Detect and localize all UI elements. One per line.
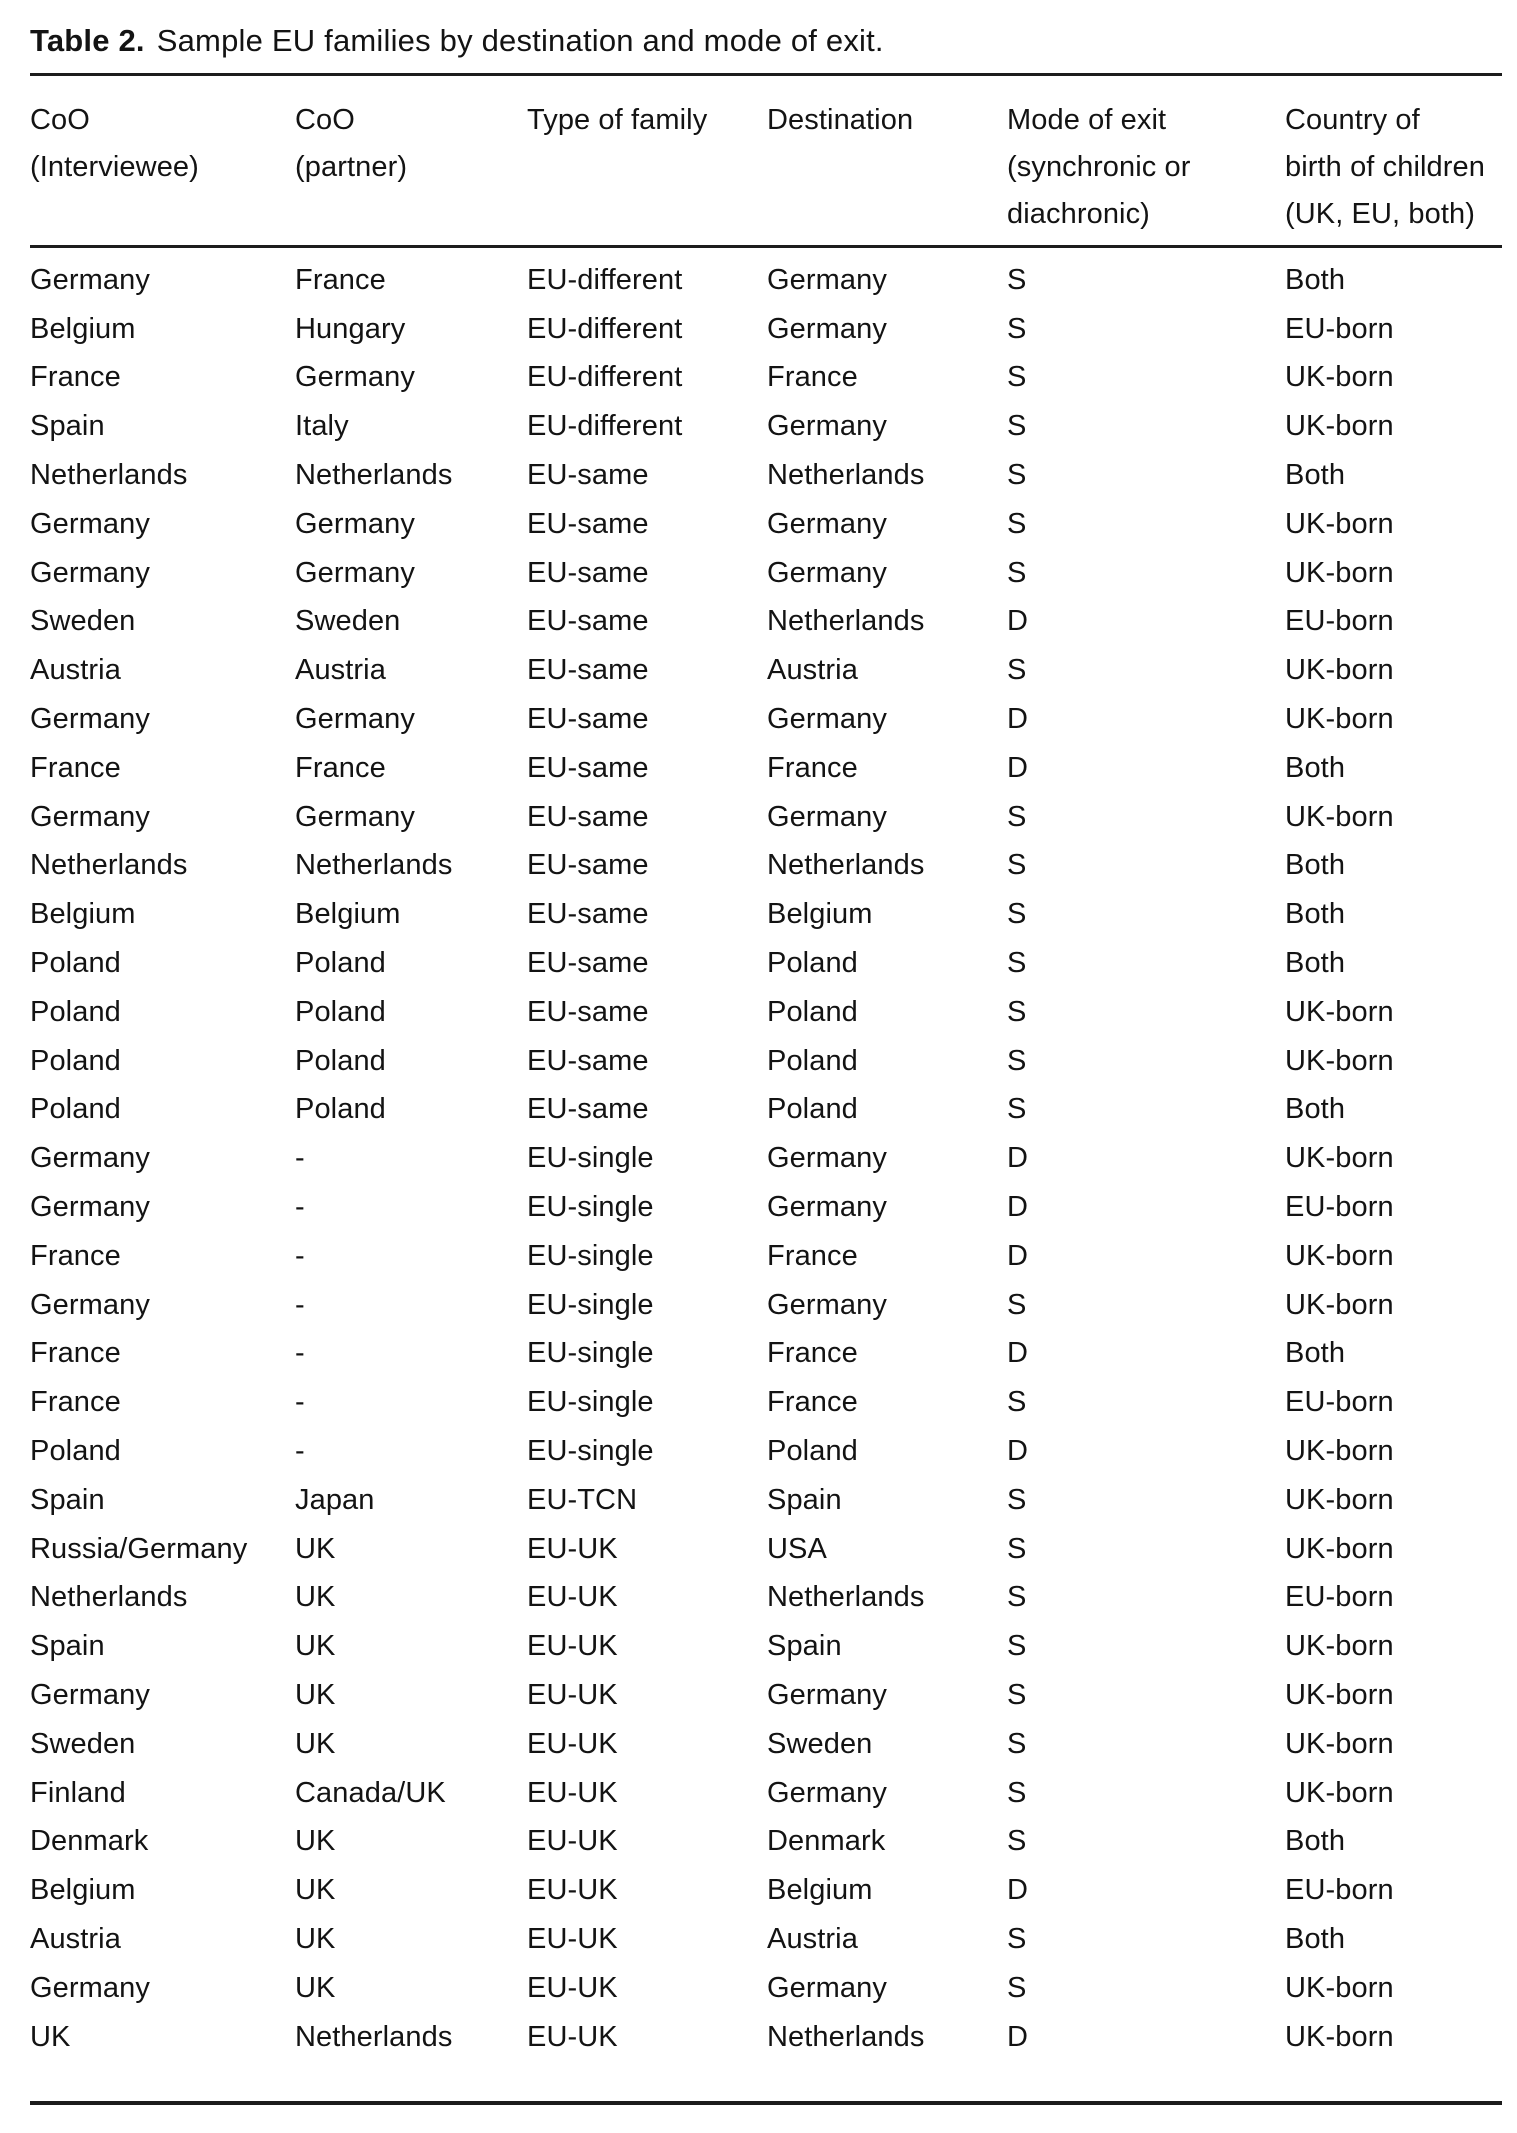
table-cell: Poland	[295, 1093, 386, 1126]
table-cell: Germany	[767, 800, 887, 833]
table-cell: Poland	[295, 1044, 386, 1077]
table-cell: EU-single	[527, 1337, 654, 1370]
table-row	[30, 695, 1502, 744]
table-cell: Germany	[30, 556, 150, 589]
table-cell: UK	[295, 1532, 336, 1565]
table-cell: Belgium	[767, 1874, 873, 1907]
table-cell: Italy	[295, 410, 349, 443]
table-cell: Spain	[767, 1630, 842, 1663]
table-row	[30, 2013, 1502, 2062]
table-row	[30, 1525, 1502, 1574]
table-cell: S	[1007, 556, 1027, 589]
table-cell: Netherlands	[767, 1581, 925, 1614]
table-cell: EU-UK	[527, 1532, 618, 1565]
table-row	[30, 549, 1502, 598]
table-cell: Poland	[767, 1435, 858, 1468]
table-cell: S	[1007, 1630, 1027, 1663]
table-cell: Austria	[30, 1922, 121, 1955]
table-cell: UK-born	[1285, 654, 1394, 687]
table-title	[30, 22, 1502, 60]
table-cell: Netherlands	[30, 849, 188, 882]
table-row	[30, 1964, 1502, 2013]
column-header-destination: Destination	[767, 104, 914, 136]
table-cell: Belgium	[30, 898, 136, 931]
table-cell: UK-born	[1285, 1679, 1394, 1711]
table-cell: UK-born	[1285, 1044, 1394, 1077]
table-row	[30, 305, 1502, 354]
table-cell: Sweden	[30, 605, 136, 638]
table-cell: EU-UK	[527, 1581, 618, 1614]
table-cell: Germany	[767, 1288, 887, 1321]
table-cell: EU-same	[527, 605, 649, 638]
table-cell: France	[30, 361, 121, 394]
table-cell: EU-same	[527, 800, 649, 833]
table-row	[30, 1232, 1502, 1281]
table-row	[30, 500, 1502, 549]
table-cell: Germany	[30, 507, 150, 540]
table-cell: France	[295, 751, 386, 784]
table-row	[30, 1378, 1502, 1427]
table-cell: UK-born	[1285, 361, 1394, 394]
column-header-country-of-birth: Country of birth of children (UK, EU, both)	[1285, 104, 1485, 230]
table-cell: EU-born	[1285, 1386, 1394, 1419]
table-cell: Netherlands	[295, 849, 453, 882]
table-cell: S	[1007, 361, 1027, 394]
table-cell: S	[1007, 1776, 1027, 1809]
table-cell: S	[1007, 800, 1027, 833]
table-row	[30, 1818, 1502, 1867]
table-cell: -	[295, 1435, 305, 1468]
table-cell: Austria	[767, 654, 858, 687]
table-cell: Germany	[295, 800, 415, 833]
table-cell: D	[1007, 1435, 1029, 1468]
table-row	[30, 1671, 1502, 1720]
table-cell: EU-single	[527, 1288, 654, 1321]
table-row	[30, 1720, 1502, 1769]
table-row	[30, 1622, 1502, 1671]
table-cell: EU-born	[1285, 1874, 1394, 1907]
table-cell: France	[295, 263, 386, 296]
table-cell: Netherlands	[295, 2020, 453, 2053]
table-cell: EU-single	[527, 1386, 654, 1419]
table-cell: EU-same	[527, 849, 649, 882]
table-cell: D	[1007, 703, 1029, 736]
table-row	[30, 1427, 1502, 1476]
table-cell: EU-same	[527, 654, 649, 687]
table-cell: EU-same	[527, 507, 649, 540]
table-cell: France	[30, 1337, 121, 1370]
column-header-type-of-family: Type of family	[527, 104, 708, 136]
table-cell: UK-born	[1285, 556, 1394, 589]
table-cell: Spain	[30, 1630, 105, 1663]
table-cell: S	[1007, 263, 1027, 296]
table-cell: EU-born	[1285, 312, 1394, 345]
table-cell: France	[30, 1239, 121, 1272]
table-cell: Germany	[767, 1191, 887, 1224]
table-cell: D	[1007, 1142, 1029, 1175]
table-row	[30, 1037, 1502, 1086]
table-row	[30, 890, 1502, 939]
table-cell: Netherlands	[767, 849, 925, 882]
table-cell: Belgium	[30, 312, 136, 345]
table-cell: Both	[1285, 849, 1346, 882]
column-header-mode-of-exit: Mode of exit (synchronic or diachronic)	[1007, 104, 1191, 230]
table-cell: EU-born	[1285, 605, 1394, 638]
table-row	[30, 1574, 1502, 1623]
table-cell: EU-different	[527, 312, 683, 345]
table-row	[30, 1281, 1502, 1330]
table-cell: Germany	[767, 410, 887, 443]
table-cell: France	[767, 1386, 858, 1419]
table-cell: -	[295, 1288, 305, 1321]
table-cell: Poland	[767, 1093, 858, 1126]
table-row	[30, 1086, 1502, 1135]
table-cell: Germany	[767, 263, 887, 296]
table-cell: Germany	[30, 1191, 150, 1224]
table-cell: S	[1007, 849, 1027, 882]
table-cell: EU-UK	[527, 1922, 618, 1955]
table-cell: EU-UK	[527, 1825, 618, 1858]
table-cell: EU-single	[527, 1142, 654, 1175]
table-number-label: Table 2.	[30, 23, 145, 58]
table-cell: Germany	[295, 556, 415, 589]
table-cell: Germany	[767, 1776, 887, 1809]
table-cell: Spain	[30, 1483, 105, 1516]
table-cell: Denmark	[767, 1825, 886, 1858]
table-cell: Netherlands	[30, 1581, 188, 1614]
table-cell: France	[767, 751, 858, 784]
table-cell: -	[295, 1191, 305, 1224]
table-cell: -	[295, 1386, 305, 1419]
table-cell: EU-UK	[527, 1971, 618, 2004]
table-cell: Spain	[767, 1483, 842, 1516]
table-cell: EU-same	[527, 556, 649, 589]
table-cell: D	[1007, 1191, 1029, 1224]
table-cell: EU-different	[527, 361, 683, 394]
table-row	[30, 354, 1502, 403]
table-cell: UK-born	[1285, 1483, 1394, 1516]
table-cell: EU-UK	[527, 1874, 618, 1907]
table-cell: EU-UK	[527, 1630, 618, 1663]
table-cell: S	[1007, 312, 1027, 345]
table-cell: Canada/UK	[295, 1776, 446, 1809]
column-header-coo-partner: CoO (partner)	[295, 104, 408, 183]
table-cell: Denmark	[30, 1825, 149, 1858]
table-cell: EU-TCN	[527, 1483, 638, 1516]
table-cell: UK	[295, 1727, 336, 1760]
table-row	[30, 1330, 1502, 1379]
table-cell: Germany	[767, 703, 887, 736]
table-cell: EU-different	[527, 410, 683, 443]
table-cell: Netherlands	[30, 459, 188, 492]
table-cell: -	[295, 1337, 305, 1370]
table-row	[30, 1769, 1502, 1818]
table-cell: Poland	[767, 947, 858, 980]
table-cell: S	[1007, 1044, 1027, 1077]
table-cell: EU-same	[527, 751, 649, 784]
table-cell: D	[1007, 751, 1029, 784]
table-cell: Poland	[30, 1044, 121, 1077]
table-cell: Poland	[30, 1093, 121, 1126]
table-cell: S	[1007, 459, 1027, 492]
table-row	[30, 1476, 1502, 1525]
table-cell: D	[1007, 605, 1029, 638]
table-cell: Germany	[767, 1142, 887, 1175]
table-cell: Belgium	[295, 898, 401, 931]
table-caption: Sample EU families by destination and mode of exit.	[156, 23, 884, 58]
table-cell: UK-born	[1285, 703, 1394, 736]
table-cell: S	[1007, 1093, 1027, 1126]
table-cell: S	[1007, 1679, 1027, 1711]
table-cell: UK	[295, 1874, 336, 1907]
table-cell: Netherlands	[295, 459, 453, 492]
table-cell: UK	[30, 2020, 71, 2053]
table-row	[30, 744, 1502, 793]
table-cell: France	[30, 1386, 121, 1419]
table-cell: Germany	[767, 556, 887, 589]
table-cell: Japan	[295, 1483, 375, 1516]
table-row	[30, 1866, 1502, 1915]
table-cell: Both	[1285, 1337, 1346, 1370]
table-row	[30, 451, 1502, 500]
table-cell: Germany	[30, 1288, 150, 1321]
table-cell: D	[1007, 1239, 1029, 1272]
table-row	[30, 646, 1502, 695]
table-cell: Netherlands	[767, 459, 925, 492]
table-cell: UK-born	[1285, 1630, 1394, 1663]
table-cell: UK-born	[1285, 410, 1394, 443]
table-cell: Both	[1285, 1922, 1346, 1955]
table-cell: S	[1007, 1288, 1027, 1321]
table-cell: EU-UK	[527, 1776, 618, 1809]
table-cell: EU-same	[527, 947, 649, 980]
table-cell: UK-born	[1285, 1532, 1394, 1565]
table-cell: UK-born	[1285, 1971, 1394, 2004]
table-cell: S	[1007, 1825, 1027, 1858]
table-cell: Poland	[295, 995, 386, 1028]
table-row	[30, 1183, 1502, 1232]
table-cell: UK-born	[1285, 1239, 1394, 1272]
table-cell: Germany	[767, 1971, 887, 2004]
table-cell: -	[295, 1142, 305, 1175]
table-cell: Poland	[767, 995, 858, 1028]
table-cell: S	[1007, 1532, 1027, 1565]
table-cell: S	[1007, 947, 1027, 980]
table-cell: USA	[767, 1532, 827, 1565]
table-cell: Austria	[30, 654, 121, 687]
table-cell: Germany	[767, 312, 887, 345]
table-cell: Belgium	[767, 898, 873, 931]
table-cell: S	[1007, 1483, 1027, 1516]
table-row	[30, 1915, 1502, 1964]
table-cell: Both	[1285, 263, 1346, 296]
table-cell: UK	[295, 1630, 336, 1663]
table-cell: S	[1007, 1971, 1027, 2004]
table-cell: EU-same	[527, 703, 649, 736]
table-cell: Germany	[295, 507, 415, 540]
table-cell: Germany	[767, 507, 887, 540]
table-cell: EU-single	[527, 1239, 654, 1272]
table-cell: France	[767, 1337, 858, 1370]
table-cell: Germany	[30, 703, 150, 736]
table-cell: Germany	[295, 703, 415, 736]
table-cell: S	[1007, 410, 1027, 443]
table-cell: S	[1007, 1581, 1027, 1614]
table-cell: Germany	[30, 1679, 150, 1711]
table-cell: S	[1007, 898, 1027, 931]
table-cell: UK	[295, 1922, 336, 1955]
table-cell: EU-born	[1285, 1191, 1394, 1224]
table-cell: Germany	[30, 1142, 150, 1175]
table-cell: Germany	[30, 263, 150, 296]
table-header-row	[30, 76, 1502, 245]
table-cell: EU-UK	[527, 1679, 618, 1711]
table-cell: EU-born	[1285, 1581, 1394, 1614]
table-cell: Poland	[30, 995, 121, 1028]
table-cell: UK-born	[1285, 1288, 1394, 1321]
table-cell: UK-born	[1285, 2020, 1394, 2053]
table-cell: Germany	[30, 1971, 150, 2004]
table-cell: Netherlands	[767, 605, 925, 638]
table-cell: S	[1007, 507, 1027, 540]
table-row	[30, 988, 1502, 1037]
table-row	[30, 1134, 1502, 1183]
table-cell: Spain	[30, 410, 105, 443]
table-cell: UK-born	[1285, 1727, 1394, 1760]
table-cell: EU-same	[527, 459, 649, 492]
table-cell: S	[1007, 1386, 1027, 1419]
table-cell: Both	[1285, 751, 1346, 784]
table-cell: Belgium	[30, 1874, 136, 1907]
table-cell: Both	[1285, 1825, 1346, 1858]
table-cell: Germany	[767, 1679, 887, 1711]
table-cell: Both	[1285, 898, 1346, 931]
table-body	[30, 248, 1502, 2061]
table-cell: Both	[1285, 947, 1346, 980]
table-cell: UK-born	[1285, 1776, 1394, 1809]
table-cell: EU-same	[527, 995, 649, 1028]
table-cell: S	[1007, 654, 1027, 687]
table-cell: Poland	[30, 1435, 121, 1468]
table-cell: Sweden	[30, 1727, 136, 1760]
table-cell: Austria	[767, 1922, 858, 1955]
column-header-coo-interviewee: CoO (Interviewee)	[30, 104, 199, 183]
table-cell: Both	[1285, 459, 1346, 492]
table-cell: UK	[295, 1581, 336, 1614]
table-cell: -	[295, 1239, 305, 1272]
table-cell: EU-same	[527, 1044, 649, 1077]
table-row	[30, 402, 1502, 451]
table-row	[30, 793, 1502, 842]
table-cell: D	[1007, 2020, 1029, 2053]
table-cell: Finland	[30, 1776, 126, 1809]
table-cell: D	[1007, 1337, 1029, 1370]
table-cell: Austria	[295, 654, 386, 687]
table-cell: Russia/Germany	[30, 1532, 248, 1565]
table-cell: UK-born	[1285, 1142, 1394, 1175]
table-cell: UK-born	[1285, 507, 1394, 540]
table-cell: Poland	[767, 1044, 858, 1077]
table-cell: UK	[295, 1971, 336, 2004]
table-cell: UK	[295, 1679, 336, 1711]
table-cell: France	[767, 1239, 858, 1272]
table-cell: EU-different	[527, 263, 683, 296]
table-row	[30, 256, 1502, 305]
table-row	[30, 842, 1502, 891]
table-cell: France	[767, 361, 858, 394]
table-row	[30, 598, 1502, 647]
table-cell: S	[1007, 995, 1027, 1028]
table-cell: EU-same	[527, 1093, 649, 1126]
table-cell: D	[1007, 1874, 1029, 1907]
table-cell: Netherlands	[767, 2020, 925, 2053]
table-cell: Sweden	[767, 1727, 873, 1760]
table-row	[30, 939, 1502, 988]
table-cell: Poland	[30, 947, 121, 980]
table-cell: France	[30, 751, 121, 784]
table-cell: EU-single	[527, 1435, 654, 1468]
table-cell: Poland	[295, 947, 386, 980]
table-cell: EU-same	[527, 898, 649, 931]
table-cell: S	[1007, 1727, 1027, 1760]
bottom-rule	[30, 2101, 1502, 2105]
table-cell: UK	[295, 1825, 336, 1858]
table-cell: UK-born	[1285, 1435, 1394, 1468]
table-cell: EU-single	[527, 1191, 654, 1224]
table-cell: UK-born	[1285, 995, 1394, 1028]
table-cell: UK-born	[1285, 800, 1394, 833]
table-cell: Sweden	[295, 605, 401, 638]
table-cell: Hungary	[295, 312, 406, 345]
table-cell: S	[1007, 1922, 1027, 1955]
table-cell: EU-UK	[527, 2020, 618, 2053]
table-cell: Both	[1285, 1093, 1346, 1126]
table-cell: Germany	[30, 800, 150, 833]
table-cell: EU-UK	[527, 1727, 618, 1760]
table-cell: Germany	[295, 361, 415, 394]
